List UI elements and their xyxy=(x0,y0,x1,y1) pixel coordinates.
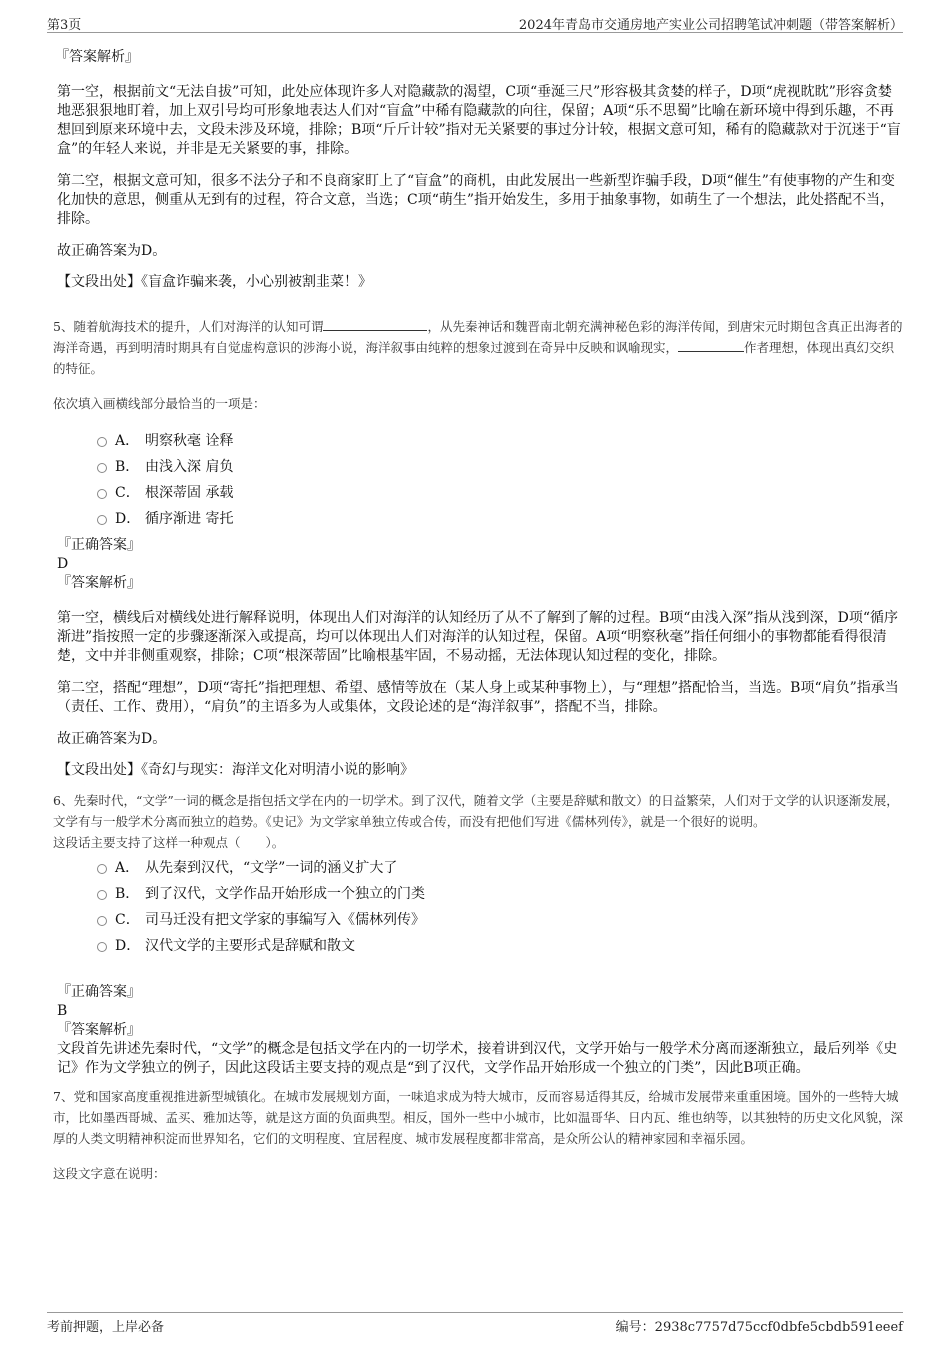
q6-option-d[interactable]: D． 汉代文学的主要形式是辞赋和散文 xyxy=(97,933,903,959)
page-number: 第3页 xyxy=(47,18,82,33)
radio-icon[interactable] xyxy=(97,463,107,473)
q6-prompt: 这段话主要支持了这样一种观点（ ）。 xyxy=(53,835,285,850)
q6-answer-label: 『正确答案』 xyxy=(57,984,141,1000)
radio-icon[interactable] xyxy=(97,942,107,952)
q5-prompt: 依次填入画横线部分最恰当的一项是： xyxy=(53,396,266,411)
radio-icon[interactable] xyxy=(97,916,107,926)
q6-analysis: 文段首先讲述先秦时代，“文学”的概念是包括文学在内的一切学术，接着讲到汉代，文学开始与一般学术分离而逐渐独立，最后列举《史记》作为文学独立的例子，因此这段话主要支持的观点是“到了汉代，文学作品开始形成一个独立的门类”，因此B项正确。 xyxy=(57,1041,898,1076)
q5-conclusion: 故正确答案为D。 xyxy=(57,731,167,747)
q5-blank-1 xyxy=(323,318,427,331)
q5-option-a[interactable]: A． 明察秋毫 诠释 xyxy=(97,428,903,454)
q5-text-b: ，从先秦神话和魏晋南北朝充满神秘色彩的海洋传闻，到唐宋元时期包含真正出海者的海洋奇遇，再到明清时期具有自觉虚构意识的涉海小说，海洋叙事由纯粹的想象过渡到在奇异中反映和讽喻现实， xyxy=(53,319,903,355)
q6-option-b[interactable]: B． 到了汉代，文学作品开始形成一个独立的门类 xyxy=(97,881,903,907)
q7-question: 7、党和国家高度重视推进新型城镇化。在城市发展规划方面，一味追求成为特大城市，反而容易适得其反，给城市发展带来重重困境。国外的一些特大城市，比如墨西哥城、孟买、雅加达等，就是这方面的负面典型。相反，国外一些中小城市，比如温哥华、日内瓦、维也纳等，以其独特的历史文化风貌，深厚的人类文明精神积淀而世界知名，它们的文明程度、宜居程度、城市发展程度都非常高，是众所公认的精神家园和幸福乐园。 xyxy=(53,1089,904,1146)
radio-icon[interactable] xyxy=(97,864,107,874)
radio-icon[interactable] xyxy=(97,489,107,499)
q5-option-d[interactable]: D． 循序渐进 寄托 xyxy=(97,506,903,532)
q4-source: 【文段出处】《盲盒诈骗来袭，小心别被割韭菜！》 xyxy=(57,274,372,290)
radio-icon[interactable] xyxy=(97,437,107,447)
q4-analysis-label: 『答案解析』 xyxy=(55,49,139,65)
q6-options xyxy=(97,855,903,959)
q5-question xyxy=(53,316,903,379)
q5-option-c[interactable]: C． 根深蒂固 承载 xyxy=(97,480,903,506)
q5-option-b[interactable]: B． 由浅入深 肩负 xyxy=(97,454,903,480)
footer-slogan: 考前押题，上岸必备 xyxy=(47,1320,165,1335)
q6-option-a[interactable]: A． 从先秦到汉代，“文学”一词的涵义扩大了 xyxy=(97,855,903,881)
q5-analysis-label: 『答案解析』 xyxy=(57,575,141,591)
q5-answer-label: 『正确答案』 xyxy=(57,537,141,553)
q6-analysis-label: 『答案解析』 xyxy=(57,1022,141,1038)
q6-answer: B xyxy=(57,1003,68,1019)
q4-analysis-p2: 第二空，根据文意可知，很多不法分子和不良商家盯上了“盲盒”的商机，由此发展出一些新型诈骗手段，D项“催生”有使事物的产生和变化加快的意思，侧重从无到有的过程，符合文意，当选；C项“萌生”指开始发生，多用于抽象事物，如萌生了一个想法，此处搭配不当，排除。 xyxy=(57,173,895,227)
document-title: 2024年青岛市交通房地产实业公司招聘笔试冲刺题（带答案解析） xyxy=(518,18,903,33)
q7-prompt: 这段文字意在说明： xyxy=(53,1166,166,1181)
q5-text-c: 作者理想，体现出真幻交织的特征。 xyxy=(53,340,895,376)
q4-analysis-p1: 第一空，根据前文“无法自拔”可知，此处应体现许多人对隐藏款的渴望，C项“垂涎三尺”形容极其贪婪的样子，D项“虎视眈眈”形容贪婪地恶狠狠地盯着，加上双引号均可形象地表达人们对“盲盒”中稀有隐藏款的向往，保留；A项“乐不思蜀”比喻在新环境中得到乐趣，不再想回到原来环境中去，文段未涉及环境，排除；B项“斤斤计较”指对无关紧要的事过分计较，根据文意可知，稀有的隐藏款对于沉迷于“盲盒”的年轻人来说，并非是无关紧要的事，排除。 xyxy=(57,84,901,157)
document-id: 编号：2938c7757d75ccf0dbfe5cbdb591eeef xyxy=(615,1320,903,1335)
radio-icon[interactable] xyxy=(97,515,107,525)
q5-analysis-p2: 第二空，搭配“理想”，D项“寄托”指把理想、希望、感情等放在（某人身上或某种事物上），与“理想”搭配恰当，当选。B项“肩负”指承当（责任、工作、费用），“肩负”的主语多为人或集体，文段论述的是“海洋叙事”，搭配不当，排除。 xyxy=(57,680,899,715)
q5-analysis-p1: 第一空，横线后对横线处进行解释说明，体现出人们对海洋的认知经历了从不了解到了解的过程。B项“由浅入深”指从浅到深，D项“循序渐进”指按照一定的步骤逐渐深入或提高，均可以体现出人们对海洋的认知过程，保留。A项“明察秋毫”指任何细小的事物都能看得很清楚，文中并非侧重观察，排除；C项“根深蒂固”比喻根基牢固，不易动摇，无法体现认知过程的变化，排除。 xyxy=(57,610,898,664)
q5-source: 【文段出处】《奇幻与现实：海洋文化对明清小说的影响》 xyxy=(57,762,414,778)
page-header xyxy=(47,12,903,33)
q5-blank-2 xyxy=(678,339,744,352)
q6-option-c[interactable]: C． 司马迁没有把文学家的事编写入《儒林列传》 xyxy=(97,907,903,933)
q5-options xyxy=(97,428,903,532)
radio-icon[interactable] xyxy=(97,890,107,900)
page-content xyxy=(55,44,903,1184)
q4-conclusion: 故正确答案为D。 xyxy=(57,243,167,259)
q5-answer: D xyxy=(57,556,69,572)
q6-question: 6、先秦时代，“文学”一词的概念是指包括文学在内的一切学术。到了汉代，随着文学（主要是辞赋和散文）的日益繁荣，人们对于文学的认识逐渐发展，文学有与一般学术分离而独立的趋势。《史记》为文学家单独立传或合传，而没有把他们写进《儒林列传》，就是一个很好的说明。 xyxy=(53,793,899,829)
page-footer xyxy=(47,1312,903,1333)
q5-text-a: 5、随着航海技术的提升，人们对海洋的认知可谓 xyxy=(53,319,324,334)
